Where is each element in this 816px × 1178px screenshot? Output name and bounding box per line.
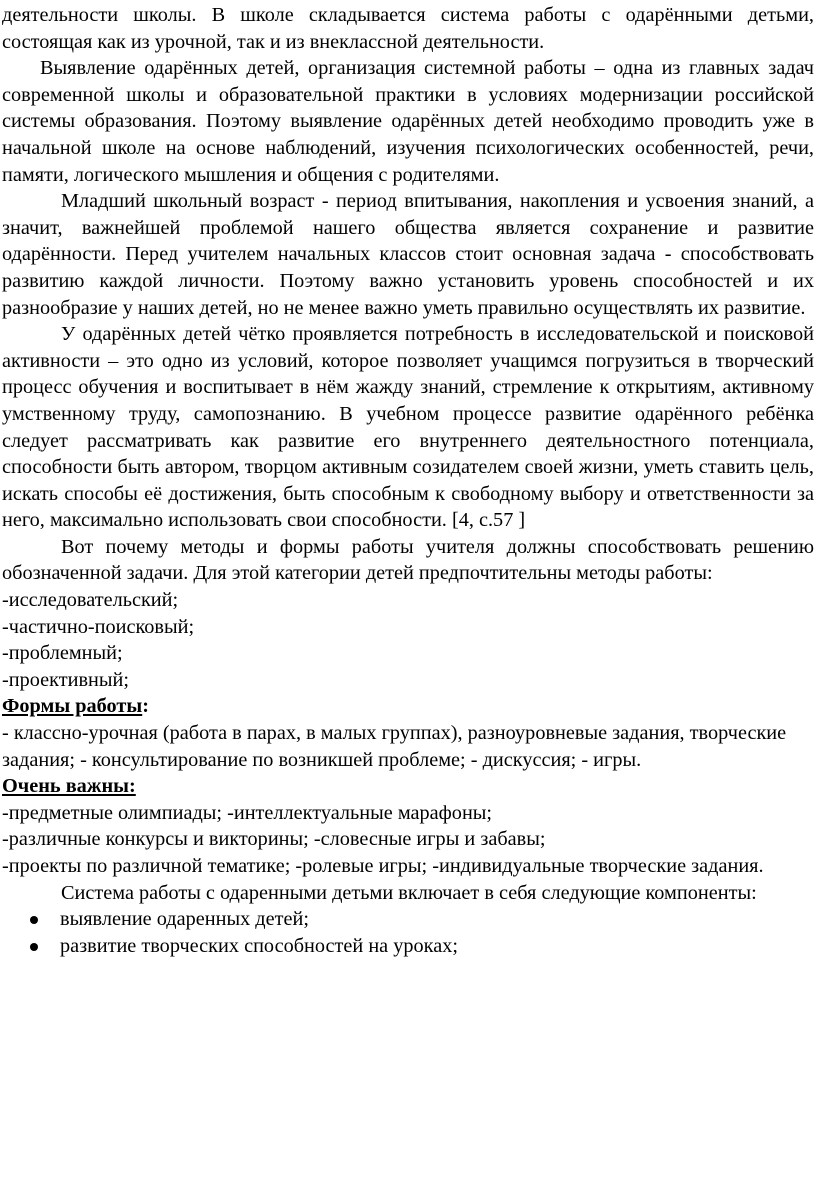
methods-list-item: -исследовательский; (2, 589, 179, 612)
methods-list-item: -частично-поисковый; (2, 615, 195, 638)
components-list (2, 906, 814, 959)
paragraph-primary-age: Младший школьный возраст - период впитывания, накопления и усвоения знаний, а значит, важнейшей проблемой нашего общества является сохранение и развитие одарённости. Перед учителем начальных классов стоит основная задача - способствовать развитию каждой личности. Поэтому важно установить уровень способностей и их разнообразие у наших детей, но не менее важно уметь правильно осуществлять их развитие. (2, 190, 814, 319)
forms-text: - классно-урочная (работа в парах, в малых группах), разноуровневые задания, творческие задания; - консультирование по возникшей проблеме; - дискуссия; - игры. (2, 722, 787, 771)
components-list-item (30, 906, 814, 933)
important-list (2, 800, 814, 880)
components-list-item-text: развитие творческих способностей на уроках; (60, 934, 458, 957)
paragraph-components-intro: Система работы с одаренными детьми включает в себя следующие компоненты: (61, 881, 757, 904)
methods-list-item: -проблемный; (2, 642, 123, 665)
paragraph-research-activity: У одарённых детей чётко проявляется потребность в исследовательской и поисковой активности – это одно из условий, которое позволяет учащимся погрузиться в творческий процесс обучения и воспитывает в нём жажду знаний, стремление к открытиям, активному умственному труду, самопознанию. В учебном процессе развитие одарённого ребёнка следует рассматривать как развитие его внутреннего деятельностного потенциала, способности быть автором, творцом активным созидателем своей жизни, уметь ставить цель, искать способы её достижения, быть способным к свободному выбору и ответственности за него, максимально использовать свои способности. [4, с.57 ] (2, 323, 814, 532)
methods-list-item: -проективный; (2, 668, 129, 691)
important-list-item: -проекты по различной тематике; -ролевые игры; -индивидуальные творческие задания. (2, 855, 764, 877)
forms-heading (2, 693, 814, 720)
important-heading-text: Очень важны: (2, 775, 136, 798)
components-list-item-text: выявление одаренных детей; (60, 908, 309, 931)
important-heading (2, 773, 814, 800)
paragraph-identification: Выявление одарённых детей, организация системной работы – одна из главных задач современной школы и образовательной практики в условиях модернизации российской системы образования. Поэтому выявление одарённых детей необходимо проводить уже в начальной школе на основе наблюдений, изучения психологических особенностей, речи, памяти, логического мышления и общения с родителями. (2, 57, 814, 186)
paragraph-intro: деятельности школы. В школе складывается система работы с одарёнными детьми, состоящая как из урочной, так и из внеклассной деятельности. (2, 4, 814, 53)
methods-list (2, 587, 814, 693)
bullet-icon (30, 943, 38, 951)
paragraph-methods-intro: Вот почему методы и формы работы учителя должны способствовать решению обозначенной задачи. Для этой категории детей предпочтительны методы работы: (2, 535, 814, 585)
forms-heading-text: Формы работы (2, 695, 143, 718)
forms-heading-colon: : (142, 695, 149, 718)
bullet-icon (30, 916, 38, 924)
important-list-item: -предметные олимпиады; -интеллектуальные марафоны; (2, 801, 493, 824)
important-list-item: -различные конкурсы и викторины; -словесные игры и забавы; (2, 828, 546, 851)
components-list-item (30, 933, 814, 960)
